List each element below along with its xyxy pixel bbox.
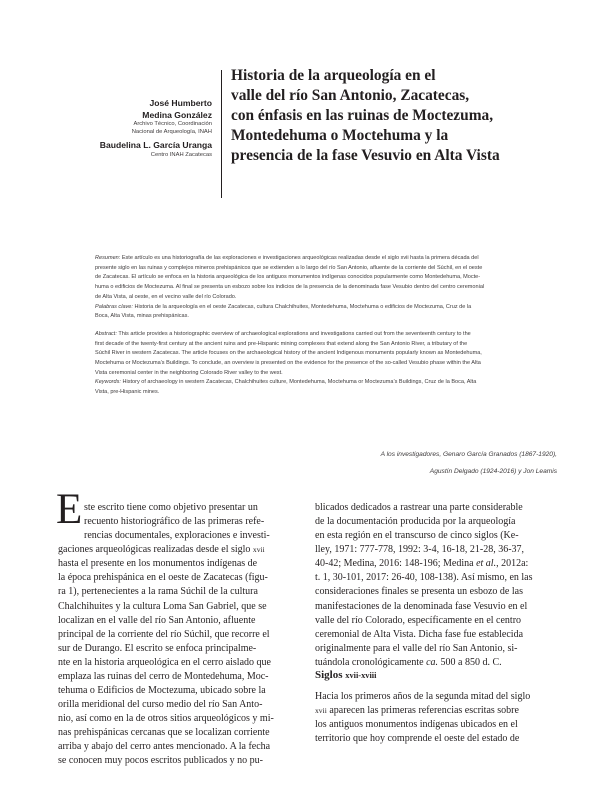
keywords-label: Keywords:: [95, 379, 121, 386]
title-line: Historia de la arqueología en el: [231, 67, 436, 84]
title-divider: [221, 70, 222, 198]
body-line: originalmente para el valle del río San Antonio, si-: [315, 642, 518, 654]
abstract-block: [95, 254, 601, 398]
body-line: nte en la historia arqueológica en el cerro aislado que: [58, 656, 271, 668]
section-heading-centuries: xvii-xviii: [345, 671, 377, 680]
body-line: Hacia los primeros años de la segunda mitad del siglo: [315, 691, 531, 702]
palabras-clave-line: Palabras clave: Historia de la arqueología en el oeste Zacatecas, cultura Chalchihuites, Montedehuma, Moctehuma o edificios de Moctezuma, Cruz de la: [95, 303, 472, 310]
palabras-clave-label: Palabras clave:: [95, 303, 133, 310]
article-title: [231, 66, 586, 166]
resumen-line: huma o edificios de Moctezuma. Al final se presenta un esbozo sobre los indicios de la presencia de la denominada fase Vesubio dentro del centro ceremonial: [95, 284, 485, 291]
dedication-line: A los investigadores, Genaro García Granados (1867-1920),: [380, 451, 557, 458]
body-line: arriba y abajo del cerro antes mencionado. A la fecha: [58, 741, 271, 753]
body-line: nas prehispánicas cercanas que se localizan corriente: [58, 727, 270, 739]
keywords-line: Vista, pre-Hispanic mines.: [95, 389, 160, 396]
body-line: nio, así como en la de otros sitios arqueológicos y mi-: [58, 713, 274, 725]
body-line: ceremonial de Alta Vista. Dicha fase fue establecida: [315, 628, 524, 640]
century-numeral: xvii: [315, 706, 327, 716]
body-line: ste escrito tiene como objetivo presentar un: [84, 502, 258, 513]
body-line: recuento historiográfico de las primeras refe-: [84, 516, 265, 528]
resumen-line: de Zacatecas. El artículo se enfoca en la historia arqueológica de los antiguos monumentos indígenas conocidos popularmente como Montedehuma, Mocte-: [95, 274, 481, 281]
title-line: valle del río San Antonio, Zacatecas,: [231, 86, 470, 104]
body-column-right-section: [315, 690, 556, 746]
body-line: la época prehispánica en el oeste de Zacatecas (figu-: [58, 572, 268, 584]
author-name-1a: José Humberto: [149, 98, 212, 108]
body-line: t. 1, 30-101, 2017: 26-40, 108-138). Así mismo, en las: [315, 572, 533, 584]
body-line: sur de Durango. El escrito se enfoca principalme-: [58, 642, 257, 654]
drop-cap: E: [56, 486, 83, 533]
author-block: [40, 98, 212, 159]
abstract-label: Abstract:: [95, 330, 117, 337]
body-line: rencias documentales, exploraciones e investi-: [84, 530, 270, 542]
resumen-line: de Alta Vista, al oeste, en el vecino valle del río Colorado.: [95, 293, 237, 300]
keywords-line: Keywords: History of archaeology in western Zacatecas, Chalchihuites culture, Montedehuma, Moctehuma or Moctezuma’s Buildings, Cruz de la Boca, Alta: [95, 379, 477, 386]
body-line: blicados dedicados a rastrear una parte considerable: [315, 502, 523, 513]
author-name-1b: Medina González: [142, 109, 212, 120]
resumen-line: presente siglo en las ruinas y complejos mineros prehispánicos que se extienden a lo largo del río San Antonio, afluente de la corriente del Súchil, en el oeste: [95, 264, 483, 271]
body-line: hasta el presente en los monumentos indígenas de: [58, 558, 258, 570]
body-line: ra 1), pertenecientes a la rama Súchil de la cultura: [58, 586, 258, 598]
body-line: principal de la corriente del río Súchil, que recorre el: [58, 628, 270, 640]
resumen-label: Resumen:: [95, 255, 121, 261]
title-line: Montedehuma o Moctehuma y la: [231, 126, 449, 144]
title-line: presencia de la fase Vesuvio en Alta Vista: [231, 146, 500, 164]
body-line: lley, 1971: 777-778, 1992: 3-4, 16-18, 21-28, 36-37,: [315, 544, 525, 556]
body-line: territorio que hoy comprende el oeste del estado de: [315, 733, 520, 745]
body-line: 40-42; Medina, 2016: 148-196; Medina et al., 2012a:: [315, 558, 529, 570]
body-line: de la documentación producida por la arqueología: [315, 516, 516, 528]
body-line: xvii aparecen las primeras referencias escritas sobre: [315, 705, 519, 717]
body-line: tuándola cronológicamente ca. 500 a 850 d. C.: [315, 656, 502, 668]
body-line: localizan en el valle del río San Antonio, afluente: [58, 614, 256, 626]
author-name-2: Baudelina L. García Uranga: [99, 140, 212, 151]
body-line: los antiguos monumentos indígenas ubicados en el: [315, 719, 518, 731]
body-line: consideraciones finales se presenta un esbozo de las: [315, 586, 523, 598]
body-line: en esta región en el transcurso de cinco siglos (Ke-: [315, 530, 519, 542]
dedication-line: Agustín Delgado (1924-2016) y Jon Leamis: [429, 467, 557, 475]
body-line: gaciones arqueológicas realizadas desde el siglo xvii: [58, 544, 265, 556]
body-line: manifestaciones de la denominada fase Vesuvio en el: [315, 600, 528, 612]
et-al: et al.: [476, 558, 497, 570]
author-affiliation-1b: Nacional de Arqueología, INAH: [131, 128, 212, 135]
body-line: se conocen muy pocos escritos publicados y no pu-: [58, 755, 263, 767]
dedication: [200, 447, 557, 480]
title-line: con énfasis en las ruinas de Moctezuma,: [231, 106, 494, 124]
body-column-right: [315, 501, 556, 670]
century-numeral: xvii: [252, 545, 265, 555]
abstract-line: Súchil River in western Zacatecas. The article focuses on the archaeological history of the ancient Indigenous monuments popularly known as Montedehuma,: [95, 350, 482, 357]
section-heading: Siglos xvii-xviii: [315, 669, 377, 681]
body-line: orilla meridional del curso medio del río San Anto-: [58, 699, 263, 711]
resumen-line: Resumen: Este artículo es una historiografía de las exploraciones e investigaciones arqueológicas realizadas desde el siglo xvii hasta la primera década del: [95, 255, 479, 261]
body-column-left: [58, 501, 297, 768]
abstract-line: Moctehuma or Moctezuma’s Buildings. To conclude, an overview is presented on the evidence for the presence of the so-called Vesubio phase within the Alta: [95, 360, 481, 367]
abstract-line: first decade of the twenty-first century at the ancient ruins and pre-Hispanic mining complexes that extend along the San Antonio River, a tributary of the: [95, 340, 468, 347]
body-line: valle del río Colorado, específicamente en el centro: [315, 614, 522, 626]
body-line: Chalchihuites y la cultura Loma San Gabriel, que se: [58, 600, 267, 612]
author-affiliation-2: Centro INAH Zacatecas: [150, 151, 212, 158]
author-affiliation-1a: Archivo Técnico, Coordinación: [133, 121, 212, 127]
body-line: tehuma o Edificios de Moctezuma, ubicado sobre la: [58, 685, 266, 697]
abstract-line: Vista ceremonial center in the neighboring Colorado River valley to the west.: [95, 369, 283, 376]
abstract-line: Abstract: This article provides a historiographic overview of archaeological explorations and investigations carried out from the seventeenth century to the: [95, 330, 471, 337]
circa: ca.: [426, 656, 439, 668]
palabras-clave-line: Boca, Alta Vista, minas prehispánicas.: [95, 313, 189, 320]
body-line: emplaza las ruinas del cerro de Montedehuma, Moc-: [58, 670, 269, 682]
